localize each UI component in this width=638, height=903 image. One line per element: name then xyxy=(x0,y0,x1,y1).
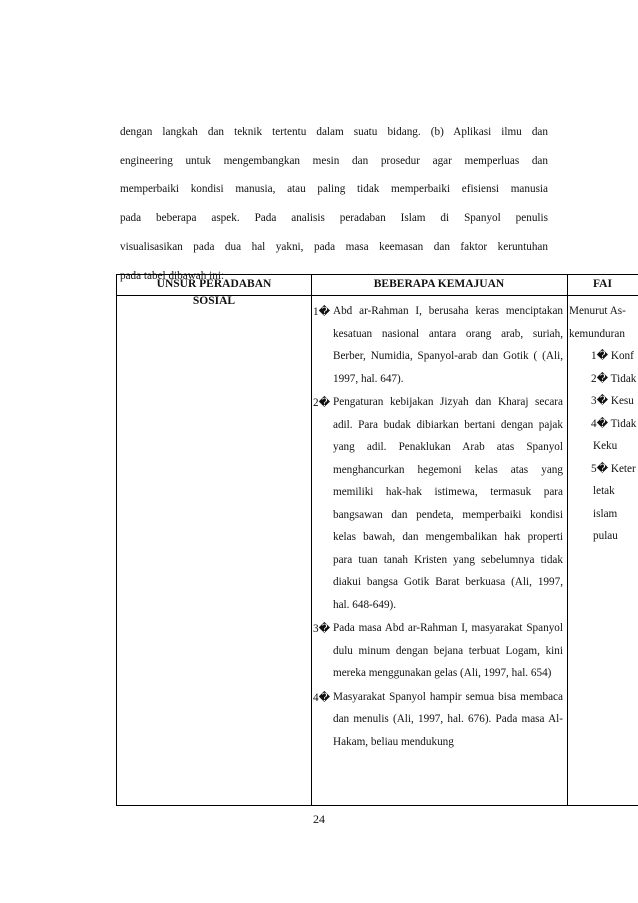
faktor-column xyxy=(569,305,638,548)
column-divider xyxy=(311,275,312,805)
list-item xyxy=(313,305,563,390)
header-unsur: UNSUR PERADABAN xyxy=(156,278,272,290)
faktor-item: 4� Tidak xyxy=(591,417,637,430)
item-number: 4� xyxy=(313,691,331,704)
faktor-item: letak xyxy=(593,485,615,497)
item-number: 1� xyxy=(313,306,331,318)
faktor-intro: Menurut As- xyxy=(569,305,626,317)
item-text: Pada masa Abd ar-Rahman I, masyarakat Spanyol dulu minum dengan bejana terbuat Logam, kini mereka menggunakan gelas (Ali, 1997, hal. 654) xyxy=(333,622,563,679)
page-number: 24 xyxy=(313,812,325,826)
faktor-item: 1� Konf xyxy=(591,350,634,362)
paragraph-line: pada beberapa aspek. Pada analisis peradaban Islam di Spanyol penulis xyxy=(120,212,548,225)
paragraph-line: dengan langkah dan teknik tertentu dalam suatu bidang. (b) Aplikasi ilmu dan xyxy=(120,126,548,138)
paragraph-line: engineering untuk mengembangkan mesin dan prosedur agar memperluas dan xyxy=(120,154,548,167)
faktor-item: pulau xyxy=(593,530,618,542)
column-divider xyxy=(567,275,568,805)
list-item xyxy=(313,622,563,685)
row-label-sosial: SOSIAL xyxy=(192,295,236,307)
body-paragraph xyxy=(120,118,548,290)
faktor-intro: kemunduran xyxy=(569,327,625,340)
civilization-table xyxy=(116,274,638,806)
list-item xyxy=(313,396,563,616)
faktor-item: 3� Kesu xyxy=(591,395,634,407)
faktor-item: 5� Keter xyxy=(591,462,636,475)
item-number: 3� xyxy=(313,623,331,635)
faktor-item: Keku xyxy=(593,440,618,452)
table-header xyxy=(117,275,638,296)
item-text: Abd ar-Rahman I, berusaha keras menciptakan kesatuan nasional antara orang arab, suriah, Berber, Numidia, Spanyol-arab dan Gotik ( (Ali, 1997, hal. 647). xyxy=(333,305,563,385)
item-text: Pengaturan kebijakan Jizyah dan Kharaj secara adil. Para budak dibiarkan bertani dengan pajak yang adil. Penaklukan Arab atas Spanyol menghancurkan hegemoni kelas atas yang memiliki hak-hak istimewa, termasuk para bangsawan dan pendeta, memperbaiki kondisi kelas bawah, dan mengembalikan hak properti para tuan tanah Kristen yang sebelumnya tidak diakui bangsa Gotik Barat berkuasa (Ali, 1997, hal. 648-649). xyxy=(333,396,563,611)
faktor-item: islam xyxy=(593,507,618,520)
header-faktor: FAI xyxy=(593,278,612,290)
kemajuan-list xyxy=(313,305,563,759)
item-number: 2� xyxy=(313,397,331,409)
list-item xyxy=(313,691,563,754)
item-text: Masyarakat Spanyol hampir semua bisa membaca dan menulis (Ali, 1997, hal. 676). Pada masa Al-Hakam, beliau mendukung xyxy=(333,690,563,748)
paragraph-line: memperbaiki kondisi manusia, atau paling tidak memperbaiki efisiensi manusia xyxy=(120,183,548,196)
paragraph-line: pada tabel dibawah ini: xyxy=(120,269,225,282)
header-kemajuan: BEBERAPA KEMAJUAN xyxy=(373,278,505,290)
paragraph-line: visualisasikan pada dua hal yakni, pada masa keemasan dan faktor keruntuhan xyxy=(120,240,548,253)
faktor-item: 2� Tidak xyxy=(591,372,637,385)
